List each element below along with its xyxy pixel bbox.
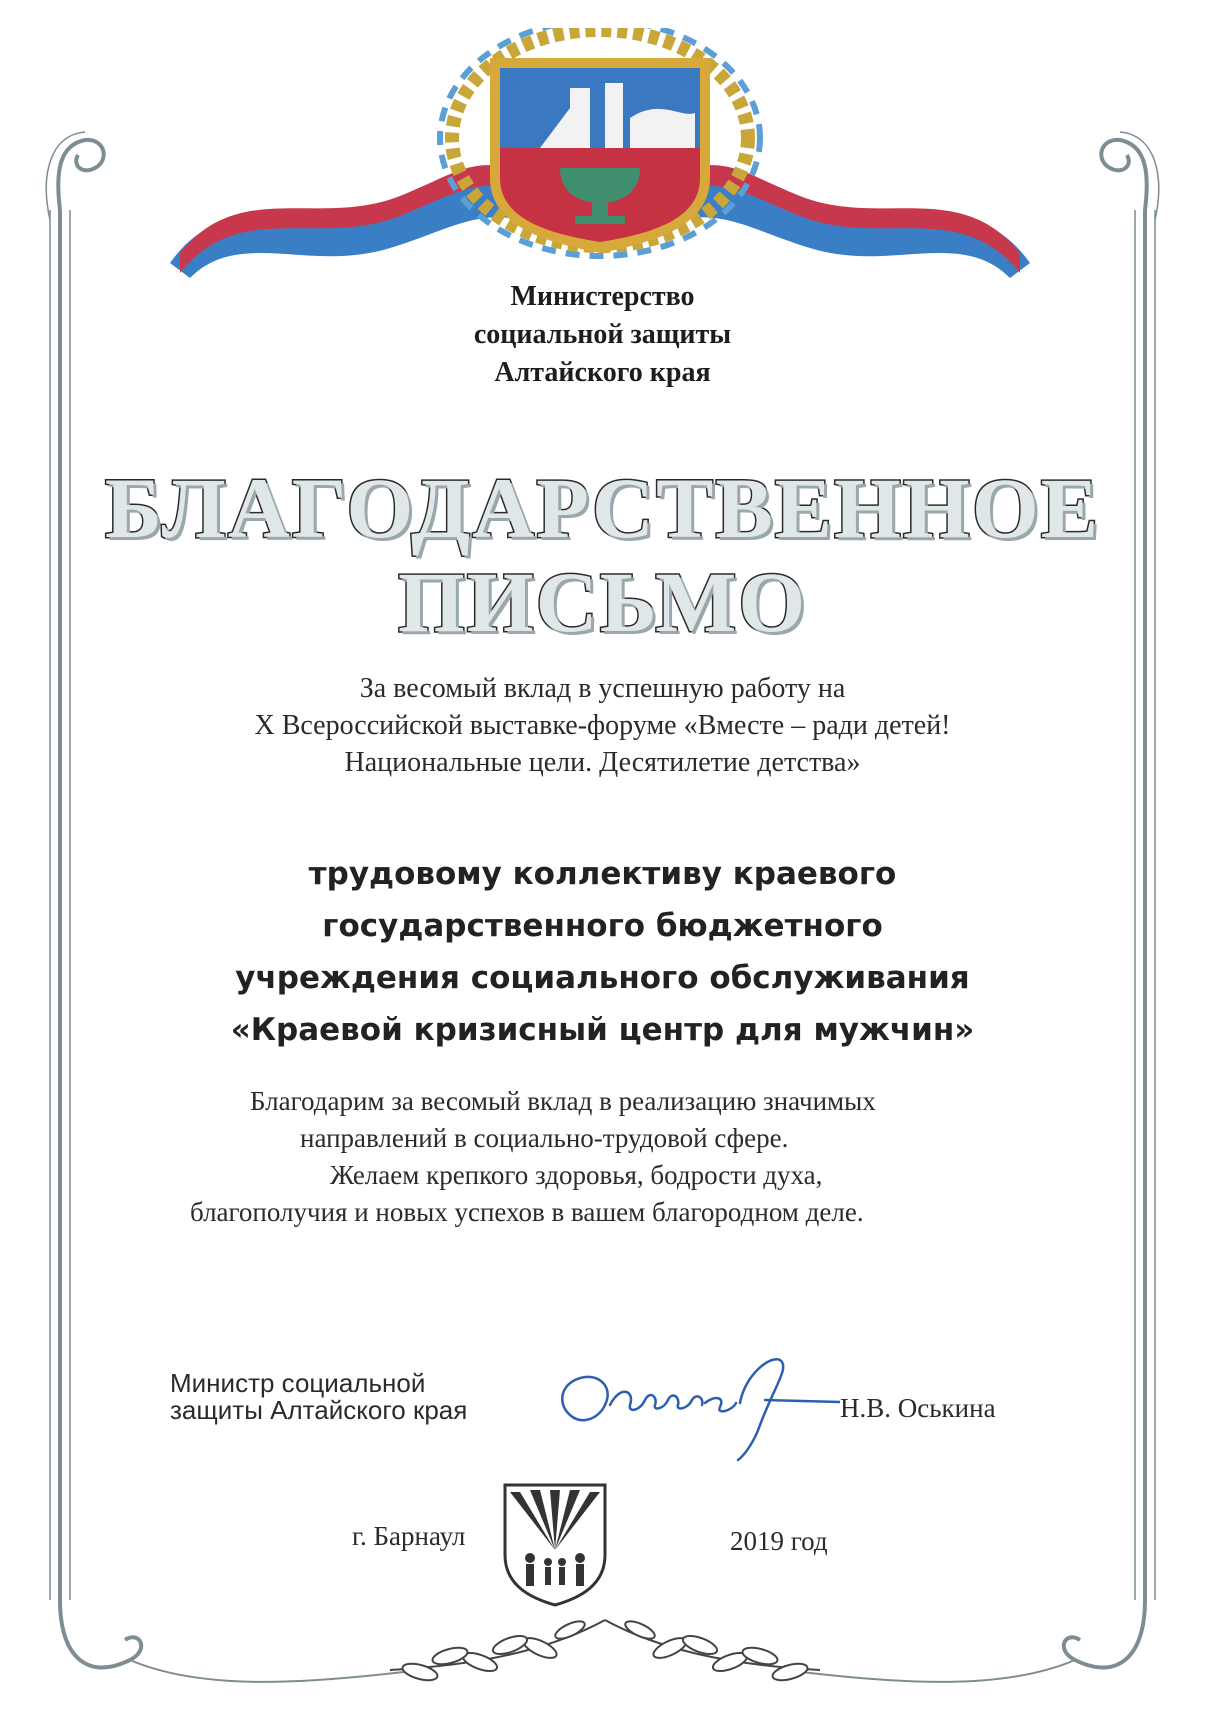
laurel-branches-icon — [330, 1590, 880, 1700]
reason-paragraph — [0, 670, 1205, 781]
document-title: БЛАГОДАРСТВЕННОЕ — [104, 460, 1101, 556]
reason-line: За весомый вклад в успешную работу на — [359, 673, 846, 704]
signatory-name: Н.В. Оськина — [840, 1393, 996, 1423]
message-line: Желаем крепкого здоровья, бодрости духа, — [330, 1160, 823, 1190]
message-line: благополучия и новых успехов в вашем благородном деле. — [190, 1197, 864, 1227]
recipient-line: трудовому коллективу краевого — [308, 856, 897, 892]
recipient-line: учреждения социального обслуживания — [235, 960, 970, 996]
city: г. Барнаул — [352, 1521, 466, 1551]
recipient-line: «Краевой кризисный центр для мужчин» — [230, 1012, 975, 1048]
recipient-block — [0, 848, 1205, 1056]
org-line: Алтайского края — [494, 357, 711, 388]
message-line: Благодарим за весомый вклад в реализацию значимых — [250, 1086, 876, 1116]
position-line: Министр социальной — [170, 1368, 426, 1398]
organization-name — [0, 278, 1205, 392]
document-title-line2: ПИСЬМО — [397, 554, 808, 650]
org-line: Министерство — [510, 281, 695, 312]
coat-of-arms-icon — [150, 28, 1050, 278]
org-line: социальной защиты — [473, 319, 732, 350]
reason-line: X Всероссийской выставке-форуме «Вместе – ради детей! — [254, 710, 951, 741]
handwritten-signature-icon — [540, 1345, 840, 1465]
recipient-line: государственного бюджетного — [322, 908, 883, 944]
position-line: защиты Алтайского края — [170, 1395, 468, 1425]
message-line: направлений в социально-трудовой сфере. — [300, 1123, 789, 1153]
year: 2019 год — [730, 1526, 828, 1556]
signatory-position — [170, 1370, 467, 1424]
reason-line: Национальные цели. Десятилетие детства» — [344, 747, 861, 778]
